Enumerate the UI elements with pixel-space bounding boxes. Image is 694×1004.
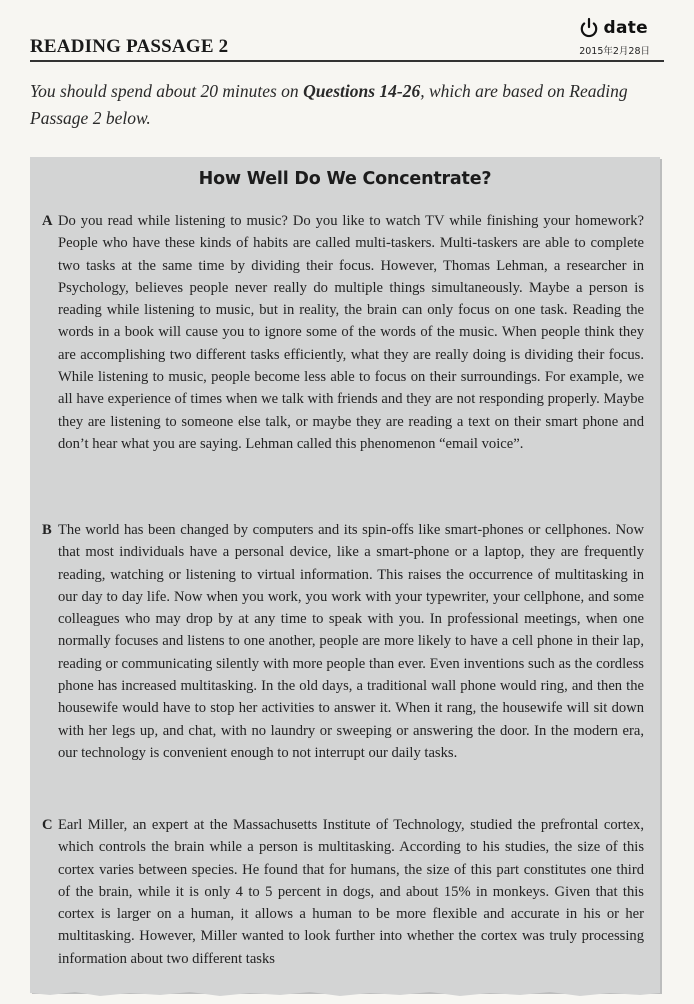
passage-box — [30, 157, 660, 992]
date-word: date — [603, 18, 648, 38]
paragraph-text: Do you read while listening to music? Do you like to watch TV while finishing your homework? People who have these kinds of habits are called multi-taskers. Multi-taskers are able to complete two tasks at the same time by dividing their focus. However, Thomas Lehman, a researcher in Psychology, believes people never really do multiple things simultaneously. Maybe a person is reading while listening to music, but in reality, the brain can only focus on one task. Reading the words in a book will cause you to ignore some of the words of the music. When people think they are accomplishing two different tasks efficiently, what they are really doing is dividing their focus. While listening to music, people become less able to focus on their surroundings. For example, we all have experience of times when we talk with friends and they are not responding properly. Maybe they are listening to someone else talk, or maybe they are reading a text on their smart phone and don’t hear what you are saying. Lehman called this phenomenon “email voice”. — [58, 213, 644, 452]
torn-paper-edge — [30, 990, 660, 998]
paragraph-letter: C — [42, 817, 53, 833]
paragraph-letter: B — [42, 522, 52, 538]
date-stamp — [548, 14, 658, 58]
date-value: 2015年2月28日 — [579, 46, 650, 57]
paragraph-letter: A — [42, 213, 53, 229]
paragraph-a — [42, 210, 644, 455]
instructions-questions: Questions 14-26 — [303, 81, 421, 101]
page-header — [30, 14, 664, 62]
passage-title: How Well Do We Concentrate? — [198, 169, 492, 189]
instructions — [30, 78, 664, 132]
paragraph-text: Earl Miller, an expert at the Massachusetts Institute of Technology, studied the prefrontal cortex, which controls the brain while a person is multitasking. According to his studies, the size of this cortex varies between species. He found that for humans, the size of this part constitutes one third of the brain, while it is only 4 to 5 percent in dogs, and about 15% in monkeys. Given that this cortex is larger on a human, it allows a human to be more flexible and accurate in his or her multitasking. However, Miller wanted to look further into whether the cortex was truly processing information about two different tasks — [58, 817, 644, 967]
power-icon — [578, 17, 600, 39]
date-logo — [578, 16, 649, 40]
paragraph-b — [42, 519, 644, 764]
paragraph-text: The world has been changed by computers and its spin-offs like smart-phones or cellphones. Now that most individuals have a personal device, like a smart-phone or a laptop, they are frequently reading, watching or listening to virtual information. This raises the occurrence of multitasking in our day to day life. Now when you work, you work with your typewriter, your cellphone, and some colleagues who may drop by at any time to speak with you. In professional meetings, when one normally focuses and listens to one another, people are more likely to have a cell phone in their lap, reading or communicating silently with more people than ever. Even inventions such as the cordless phone has increased multitasking. In the old days, a traditional wall phone would ring, and then the housewife would have to stop her activities to answer it. When it rang, the housewife will sit down with her legs up, and chat, with no laundry or sweeping or answering the door. In the modern era, our technology is convenient enough to not interrupt our daily tasks. — [58, 522, 644, 761]
instructions-prefix: You should spend about 20 minutes on — [30, 81, 304, 101]
instructions-suffix: , which are based on Reading Passage 2 below. — [30, 81, 628, 128]
paragraph-c — [42, 814, 644, 970]
header-rule — [30, 60, 664, 62]
section-title: READING PASSAGE 2 — [30, 36, 229, 57]
